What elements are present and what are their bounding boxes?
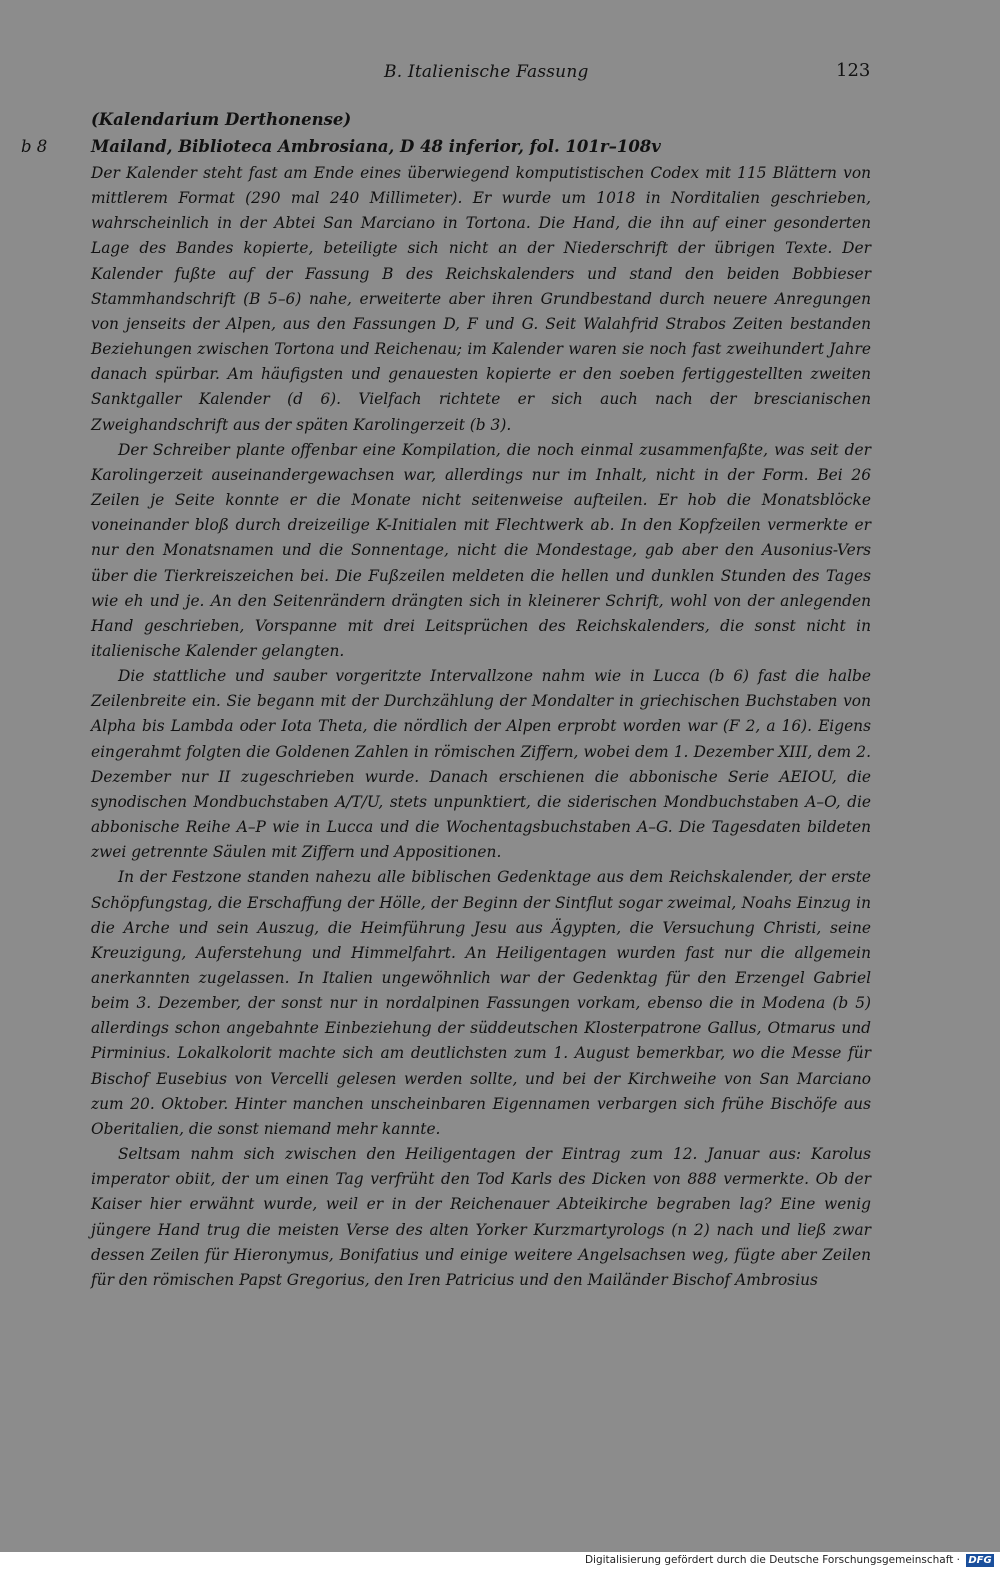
footer-bar	[0, 1552, 1000, 1570]
entry-title: (Kalendarium Derthonense)	[91, 110, 352, 129]
page-number: 123	[836, 60, 871, 81]
paragraph: Die stattliche und sauber vorgeritzte Intervallzone nahm wie in Lucca (b 6) fast die halbe Zeilenbreite ein. Sie begann mit der Durchzählung der Mondalter in griechischen Buchstaben von Alpha bis Lambda oder Iota Theta, die nördlich der Alpen erprobt worden war (F 2, a 16). Eigens eingerahmt folgten die Goldenen Zahlen in römischen Ziffern, wobei dem 1. Dezember XIII, dem 2. Dezember nur II zugeschrieben wurde. Danach erschienen die abbonische Serie AEIOU, die synodischen Mondbuchstaben A/T/U, stets unpunktiert, die siderischen Mondbuchstaben A–O, die abbonische Reihe A–P wie in Lucca und die Wochentagsbuchstaben A–G. Die Tagesdaten bildeten zwei getrennte Säulen mit Ziffern und Appositionen.	[91, 667, 871, 862]
paragraph: Der Kalender steht fast am Ende eines überwiegend komputistischen Codex mit 115 Blättern von mittlerem Format (290 mal 240 Millimeter). Er wurde um 1018 in Norditalien geschrieben, wahrscheinlich in der Abtei San Marciano in Tortona. Die Hand, die ihn auf einer gesonderten Lage des Bandes kopierte, beteiligte sich nicht an der Niederschrift der übrigen Texte. Der Kalender fußte auf der Fassung B des Reichskalenders und stand den beiden Bobbieser Stammhandschrift (B 5–6) nahe, erweiterte aber ihren Grundbestand durch neuere Anregungen von jenseits der Alpen, aus den Fassungen D, F und G. Seit Walahfrid Strabos Zeiten bestanden Beziehungen zwischen Tortona und Reichenau; im Kalender waren sie noch fast zweihundert Jahre danach spürbar. Am häufigsten und genauesten kopierte er den soeben fertiggestellten zweiten Sanktgaller Kalender (d 6). Vielfach richtete er sich auch nach der brescianischen Zweighandschrift aus der späten Karolingerzeit (b 3).	[91, 164, 871, 434]
paragraph: Der Schreiber plante offenbar eine Kompilation, die noch einmal zusammenfaßte, was seit der Karolingerzeit auseinandergewachsen war, allerdings nur im Inhalt, nicht in der Form. Bei 26 Zeilen je Seite konnte er die Monate nicht seitenweise aufteilen. Er hob die Monatsblöcke voneinander bloß durch dreizeilige K-Initialen mit Flechtwerk ab. In den Kopfzeilen vermerkte er nur den Monatsnamen und die Sonnentage, nicht die Mondestage, gab aber den Ausonius-Vers über die Tierkreiszeichen bei. Die Fußzeilen meldeten die hellen und dunklen Stunden des Tages wie eh und je. An den Seitenrändern drängten sich in kleinerer Schrift, wohl von der anlegenden Hand geschrieben, Vorspanne mit drei Leitsprüchen des Reichskalenders, die sonst nicht in italienische Kalender gelangten.	[91, 440, 871, 660]
paragraph: In der Festzone standen nahezu alle biblischen Gedenktage aus dem Reichskalender, der erste Schöpfungstag, die Erschaffung der Hölle, der Beginn der Sintflut sogar zweimal, Noahs Einzug in die Arche und sein Auszug, die Heimführung Jesu aus Ägypten, die Versuchung Christi, seine Kreuzigung, Auferstehung und Himmelfahrt. An Heiligentagen wurden fast nur die allgemein anerkannten zugelassen. In Italien ungewöhnlich war der Gedenktag für den Erzengel Gabriel beim 3. Dezember, der sonst nur in nordalpinen Fassungen vorkam, ebenso die in Modena (b 5) allerdings schon angebahnte Einbeziehung der süddeutschen Klosterpatrone Gallus, Otmarus und Pirminius. Lokalkolorit machte sich am deutlichsten zum 1. August bemerkbar, wo die Messe für Bischof Eusebius von Vercelli gelesen werden sollte, und bei der Kirchweihe von San Marciano zum 20. Oktober. Hinter manchen unscheinbaren Eigennamen verbargen sich frühe Bischöfe aus Oberitalien, die sonst niemand mehr kannte.	[91, 868, 871, 1138]
running-head: B. Italienische Fassung	[384, 62, 589, 82]
paragraph: Seltsam nahm sich zwischen den Heiligentagen der Eintrag zum 12. Januar aus: Karolus imperator obiit, der um einen Tag verfrüht den Tod Karls des Dicken von 888 vermerkte. Ob der Kaiser hier erwähnt wurde, weil er in der Reichenauer Abteikirche begraben lag? Eine wenig jüngere Hand trug die meisten Verse des alten Yorker Kurzmartyrologs (n 2) nach und ließ zwar dessen Zeilen für Hieronymus, Bonifatius und einige weitere Angelsachsen weg, fügte aber Zeilen für den römischen Papst Gregorius, den Iren Patricius und den Mailänder Bischof Ambrosius	[91, 1145, 871, 1289]
dfg-logo: DFG	[966, 1554, 994, 1567]
entry-source: Mailand, Biblioteca Ambrosiana, D 48 inferior, fol. 101r–108v	[91, 137, 661, 156]
funding-notice: Digitalisierung gefördert durch die Deutsche Forschungsgemeinschaft ·	[584, 1554, 960, 1566]
entry-id: b 8	[21, 137, 48, 156]
body-text	[91, 161, 871, 1293]
